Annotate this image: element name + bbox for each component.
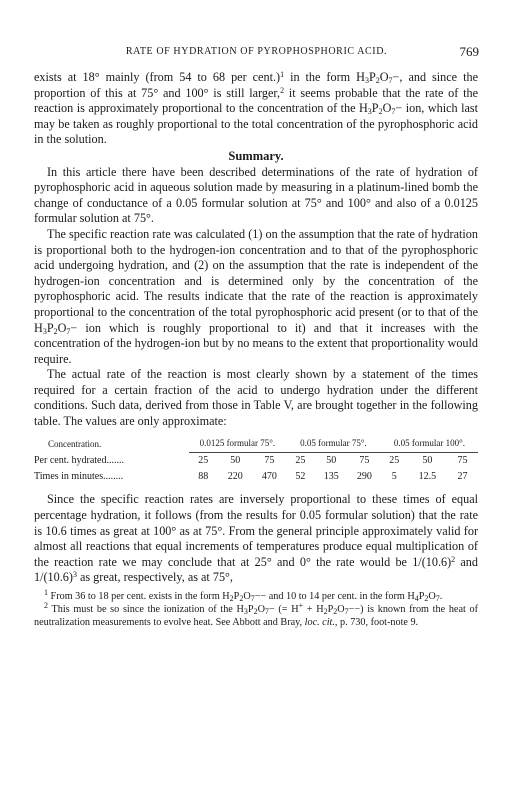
table-cell: 88 [198,470,209,482]
text-run: This must be so since the ionization of the H [48,604,244,615]
subscript: 2 [424,594,429,603]
table-cell: 50 [230,455,241,467]
subscript: 2 [333,607,338,616]
data-table [34,436,478,485]
subscript: 2 [239,594,244,603]
subscript: 3 [367,107,372,117]
table-row-label: Per cent. hydrated....... [34,455,124,466]
subscript: 7 [250,594,255,603]
body-text [34,70,478,629]
subscript: 2 [229,594,234,603]
footnotes [34,590,478,629]
page-number: 769 [459,44,479,59]
footnote-mark: 2 [44,601,48,610]
table-row-label: Times in minutes........ [34,470,124,482]
text-run: O [257,604,265,615]
table-cell: 27 [457,470,468,482]
text-run: + H [303,604,324,615]
running-head: RATE OF HYDRATION OF PYROPHOSPHORIC ACID. [125,46,388,57]
subscript: 3 [243,607,248,616]
table-cell: 290 [356,470,372,482]
text-run: O [243,591,251,602]
table-cell: 50 [326,455,337,467]
text-run: . [439,591,443,602]
footnote-ref-1: 1 [280,70,285,79]
text-run: − (= H [268,604,299,615]
subscript: 3 [42,326,47,336]
table-row [34,469,478,485]
table-cell: 75 [457,455,468,467]
text-run: Since the specific reaction rates are inversely proportional to these times of equal percentage hydration, it follows (from the results for 0.05 formular solution) that the rate is 10.6 times as great at 100° as at 75°. From the general principle approximately valid for almost all reactions that equal increments of temperatures produce equal multiplication of the reaction rate we may conclude that at 25° and 0° the rate would be 1/(10.6) [34,492,478,569]
text-run: and 1/(10.6) [34,554,478,585]
text-run: , p. 730, foot-note 9. [334,617,419,628]
text-run: P [247,604,254,615]
subscript: 7 [435,594,440,603]
table-cell: 52 [295,470,306,482]
table-header-row [34,436,478,453]
text-run: P [327,604,334,615]
text-run: −−) is known from the heat of neutralization measurements to evolve heat. See Abbott and Bray, [34,604,478,628]
text-run: From 36 to 18 per cent. exists in the form H [48,591,230,602]
text-run: O [379,70,389,84]
text-run: P [371,101,379,116]
table-group-header: 0.05 formular 75°. [286,436,381,453]
text-run: P [418,591,425,602]
text-run: −, and since the proportion of this at 75° and 100° is still larger, [34,70,478,100]
table-cell: 25 [389,455,400,467]
table-row [34,453,478,469]
subscript: 2 [323,607,328,616]
subscript: 2 [378,107,383,117]
text-run: it seems probable that the rate of the reaction is approximately proportional to the concentration of the H [34,85,478,116]
table-group-header: 0.0125 formular 75°. [189,436,286,453]
text-run: P [368,70,376,84]
text-run: O [382,101,392,116]
paragraph-summary-1: In this article there have been described determinations of the rate of hydration of pyrophosphoric acid in aqueous solution made by measuring in a platinum-lined bomb the change of conductance of a 0.05 formular solution at 75° and 100° and also of a 0.0125 formular solution at 75°. [34,164,478,226]
text-run: −− and 10 to 14 per cent. in the form H [254,591,415,602]
text-run: O [57,320,67,335]
subscript: 7 [344,607,349,616]
table-cell: 50 [422,455,433,467]
superscript: 2 [451,554,456,564]
hydration-times-table [34,436,478,485]
text-run: − ion, which last may be taken as roughly proportional to the total concentration of the pyrophosphoric acid in the solution. [34,101,479,147]
footnote-mark: 1 [44,588,48,597]
text-run: − ion which is roughly proportional to it) and that it increases with the concentration of the hydrogen-ion but by no means to the extent that proportionality would require. [34,320,478,366]
subscript: 2 [375,76,380,85]
text-run: in the form H [284,70,365,84]
table-cell: 135 [323,470,339,482]
text-run: The specific reaction rate was calculated (1) on the assumption that the rate of hydration is proportional both to the hydrogen-ion concentration and to that of the pyrophosphoric acid undergoing hydration, and (2) on the assumption that the rate is independent of the hydrogen-ion concentration and is determined only by the concentration of the pyrophosphoric acid. The results indicate that the rate of the reaction is approximately proportional to the concentration of the total pyrophosphoric acid present (or to that of the H [34,226,478,335]
subscript: 7 [391,107,396,117]
subscript: 2 [253,607,258,616]
footnote-2 [34,603,478,629]
footnote-1 [34,590,478,603]
paragraph-summary-3: The actual rate of the reaction is most clearly shown by a statement of the times required for a certain fraction of the acid to undergo hydration under the different conditions. Such data, derived from those in Table V, are brought together in the following table. The values are only approximate: [34,367,478,429]
superscript: + [298,601,304,610]
table-cell: 12.5 [418,470,437,482]
subscript: 7 [264,607,269,616]
text-run: P [46,320,54,335]
text-run: exists at 18° mainly (from 54 to 68 per cent.) [34,70,281,84]
text-run: O [428,591,436,602]
table-cell: 220 [227,470,243,482]
page-header [34,44,479,64]
table-cell: 470 [261,470,277,482]
subscript: 2 [53,326,58,336]
table-group-header: 0.05 formular 100°. [381,436,478,453]
table-cell: 25 [198,455,209,467]
text-run: O [337,604,345,615]
subscript: 7 [66,326,71,336]
table-stub-header: Concentration. [48,439,102,450]
paragraph-summary-4 [34,492,478,586]
citation-italic: loc. cit. [304,617,335,628]
text-run: P [233,591,240,602]
subscript: 4 [414,594,419,603]
paragraph-continuation [34,70,478,148]
table-cell: 25 [295,455,306,467]
table-cell: 75 [264,455,275,467]
superscript: 3 [72,570,77,580]
subscript: 3 [364,76,369,85]
subscript: 7 [388,76,393,85]
paragraph-summary-2 [34,227,478,367]
section-heading-summary: Summary. [228,148,284,163]
table-cell: 75 [359,455,370,467]
text-run: as great, respectively, as at 75°, [76,570,233,585]
table-cell: 5 [391,470,397,482]
footnote-ref-2: 2 [280,85,285,95]
